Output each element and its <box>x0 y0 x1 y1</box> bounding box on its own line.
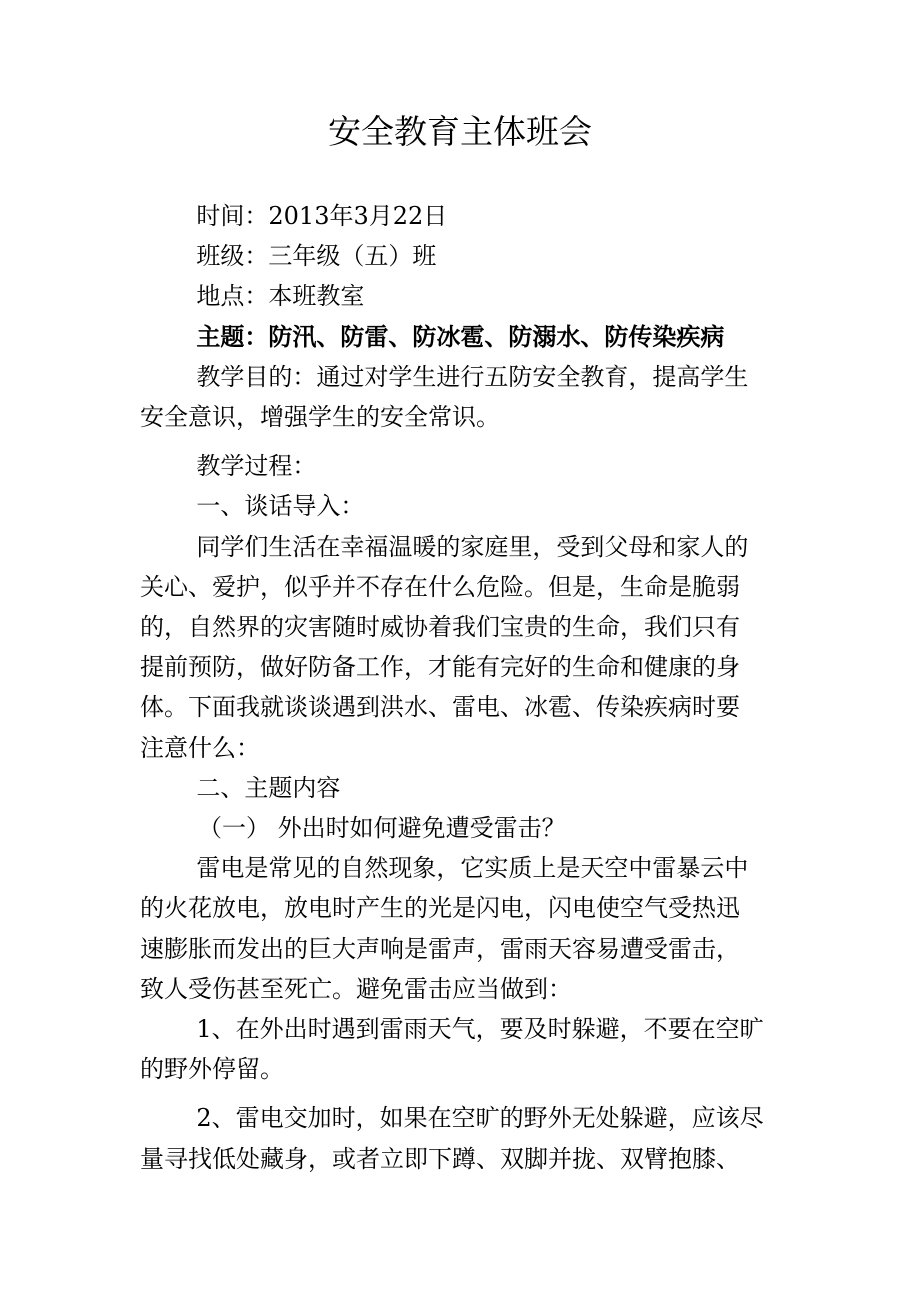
info-class: 班级：三年级（五）班 <box>196 242 437 271</box>
document-body <box>140 196 800 1179</box>
intro-line-6: 注意什么： <box>140 733 260 762</box>
info-time: 时间：2013年3月22日 <box>196 202 448 230</box>
process-heading: 教学过程： <box>196 452 317 481</box>
subsection-1-heading: （一） 外出时如何避免遭受雷击？ <box>198 814 566 843</box>
info-place: 地点：本班教室 <box>196 282 365 311</box>
section-2-heading: 二、主题内容 <box>196 773 341 802</box>
goal-line-2: 安全意识，增强学生的安全常识。 <box>140 403 500 432</box>
intro-line-2: 关心、爱护，似乎并不存在什么危险。但是，生命是脆弱 <box>140 572 740 601</box>
item-1-line-1: 1、在外出时遇到雷雨天气，要及时躲避，不要在空旷 <box>196 1015 764 1044</box>
intro-line-5: 体。下面我就谈谈遇到洪水、雷电、冰雹、传染疾病时要 <box>140 693 740 722</box>
item-1-line-2: 的野外停留。 <box>140 1055 284 1084</box>
document-title: 安全教育主体班会 <box>328 112 592 151</box>
intro-line-1: 同学们生活在幸福温暖的家庭里，受到父母和家人的 <box>196 532 749 561</box>
info-theme: 主题：防汛、防雷、防冰雹、防溺水、防传染疾病 <box>196 322 725 351</box>
thunder-line-4: 致人受伤甚至死亡。避免雷击应当做到： <box>140 974 572 1003</box>
thunder-line-2: 的火花放电，放电时产生的光是闪电，闪电使空气受热迅 <box>140 894 740 923</box>
section-1-heading: 一、谈话导入： <box>196 492 365 521</box>
thunder-line-3: 速膨胀而发出的巨大声响是雷声，雷雨天容易遭受雷击， <box>140 934 740 963</box>
goal-line-1: 教学目的：通过对学生进行五防安全教育，提高学生 <box>196 362 749 391</box>
intro-line-4: 提前预防，做好防备工作，才能有完好的生命和健康的身 <box>140 653 740 682</box>
item-2-line-2: 量寻找低处藏身，或者立即下蹲、双脚并拢、双臂抱膝、 <box>140 1144 740 1173</box>
thunder-line-1: 雷电是常见的自然现象，它实质上是天空中雷暴云中 <box>196 854 749 883</box>
item-2-line-1: 2、雷电交加时，如果在空旷的野外无处躲避，应该尽 <box>196 1104 764 1133</box>
intro-line-3: 的，自然界的灾害随时威协着我们宝贵的生命，我们只有 <box>140 613 740 642</box>
